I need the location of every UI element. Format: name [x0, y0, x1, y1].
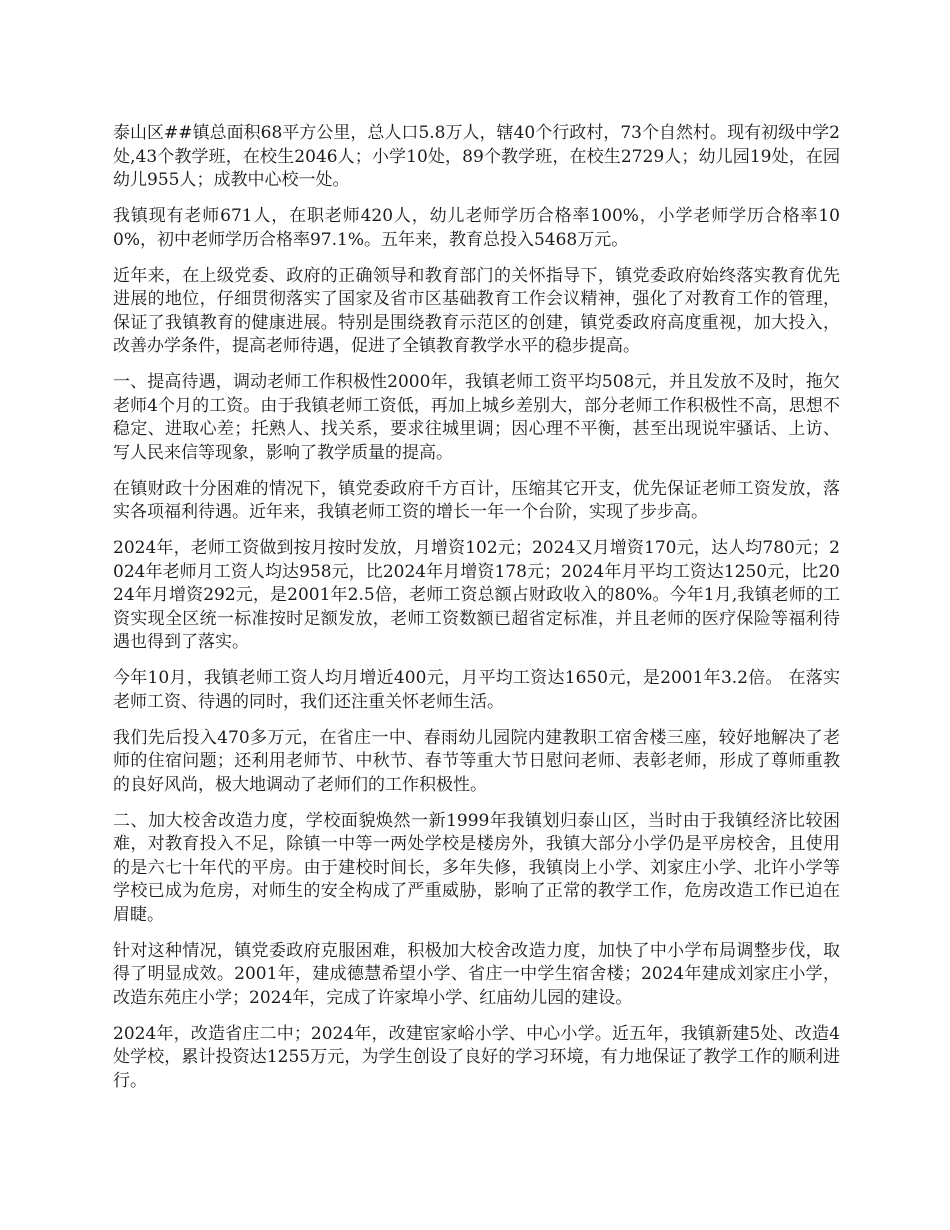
- paragraph-teacher-stats: 我镇现有老师671人，在职老师420人，幼儿老师学历合格率100%，小学老师学历合格率100%，初中老师学历合格率97.1%。五年来，教育总投入5468万元。: [113, 206, 840, 250]
- paragraph-renovation: 针对这种情况，镇党委政府克服困难，积极加大校舍改造力度，加快了中小学布局调整步伐，取得了明显成效。2001年，建成德慧希望小学、省庄一中学生宿舍楼；2024年建成刘家庄小学，改造东苑庄小学；2024年，完成了许家埠小学、红庙幼儿园的建设。: [113, 940, 840, 1008]
- paragraph-salary-growth: 2024年，老师工资做到按月按时发放，月增资102元；2024又月增资170元，达人均780元；2024年老师月工资人均达958元，比2024年月增资178元；2024年月平均工资达1250元，比2024年月增资292元，是2001年2.5倍，老师工资总额占财政收入的80%。今年1月,我镇老师的工资实现全区统一标准按时足额发放，老师工资数额已超省定标准，并且老师的医疗保险等福利待遇也得到了落实。: [113, 538, 840, 652]
- document-body: [113, 122, 840, 1106]
- paragraph-overview: 泰山区##镇总面积68平方公里，总人口5.8万人，辖40个行政村，73个自然村。现有初级中学2处,43个教学班，在校生2046人；小学10处，89个教学班，在校生2729人；幼儿园19处，在园幼儿955人；成教中心校一处。: [113, 123, 840, 190]
- paragraph-housing: 我们先后投入470多万元，在省庄一中、春雨幼儿园院内建教职工宿舍楼三座，较好地解决了老师的住宿问题；还利用老师节、中秋节、春节等重大节日慰问老师、表彰老师，形成了尊师重教的良好风尚，极大地调动了老师们的工作积极性。: [113, 727, 840, 795]
- paragraph-section-two-heading: 二、加大校舍改造力度，学校面貌焕然一新1999年我镇划归泰山区，当时由于我镇经济比较困难，对教育投入不足，除镇一中等一两处学校是楼房外，我镇大部分小学仍是平房校舍，且使用的是六七十年代的平房。由于建校时间长，多年失修，我镇岗上小学、刘家庄小学、北许小学等学校已成为危房，对师生的安全构成了严重威胁，影响了正常的教学工作，危房改造工作已迫在眉睫。: [113, 810, 840, 925]
- paragraph-finance: 在镇财政十分困难的情况下，镇党委政府千方百计，压缩其它开支，优先保证老师工资发放，落实各项福利待遇。近年来，我镇老师工资的增长一年一个台阶，实现了步步高。: [113, 478, 840, 522]
- paragraph-investment: 2024年，改造省庄二中；2024年，改建宦家峪小学、中心小学。近五年，我镇新建5处、改造4处学校，累计投资达1255万元，为学生创设了良好的学习环境，有力地保证了教学工作的顺利进行。: [113, 1023, 840, 1091]
- paragraph-salary-current: 今年10月，我镇老师工资人均月增近400元，月平均工资达1650元，是2001年3.2倍。 在落实老师工资、待遇的同时，我们还注重关怀老师生活。: [113, 668, 840, 712]
- paragraph-section-one-heading: 一、提高待遇，调动老师工作积极性2000年，我镇老师工资平均508元，并且发放不及时，拖欠老师4个月的工资。由于我镇老师工资低，再加上城乡差别大，部分老师工作积极性不高，思想不稳定、进取心差；托熟人、找关系，要求往城里调；因心理不平衡，甚至出现说牢骚话、上访、写人民来信等现象，影响了教学质量的提高。: [113, 372, 840, 463]
- paragraph-introduction: 近年来，在上级党委、政府的正确领导和教育部门的关怀指导下，镇党委政府始终落实教育优先进展的地位，仔细贯彻落实了国家及省市区基础教育工作会议精神，强化了对教育工作的管理，保证了我镇教育的健康进展。特别是围绕教育示范区的创建，镇党委政府高度重视，加大投入，改善办学条件，提高老师待遇，促进了全镇教育教学水平的稳步提高。: [113, 265, 840, 356]
